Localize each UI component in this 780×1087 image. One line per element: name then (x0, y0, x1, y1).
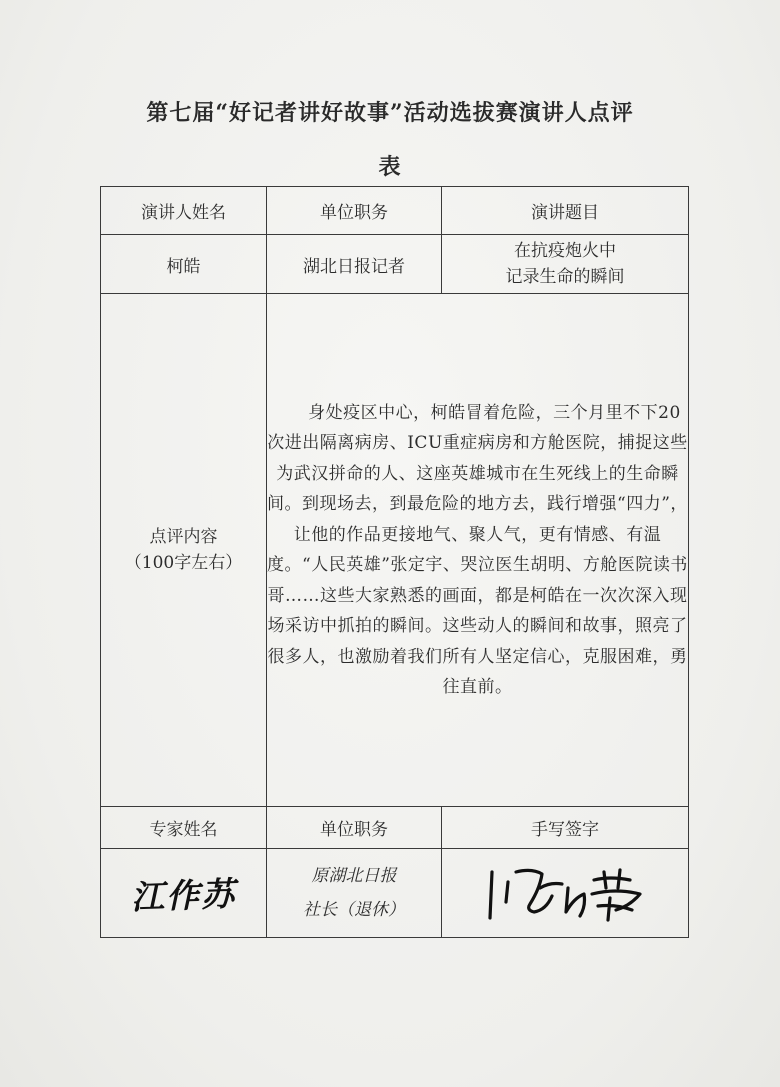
expert-unit (267, 849, 442, 938)
speaker-row (101, 235, 689, 294)
speech-topic (442, 235, 689, 294)
expert-name (101, 849, 267, 938)
comment-label (101, 294, 267, 807)
form-title-line2: 表 (378, 154, 402, 180)
header-row (101, 187, 689, 235)
speaker-name: 柯皓 (101, 235, 267, 294)
signature-cell (442, 849, 689, 938)
speech-topic-line2: 记录生命的瞬间 (505, 267, 625, 287)
expert-header-row (101, 807, 689, 849)
header-speaker-name: 演讲人姓名 (101, 187, 267, 235)
speech-topic-line1: 在抗疫炮火中 (514, 241, 616, 261)
header-speech-topic: 演讲题目 (442, 187, 689, 235)
comment-label-line2: （100字左右） (124, 553, 243, 573)
form-title-line1: 第七届“好记者讲好故事”活动选拔赛演讲人点评 (146, 100, 634, 126)
header-unit-title: 单位职务 (267, 187, 442, 235)
comment-text: 身处疫区中心，柯皓冒着危险，三个月里不下20次进出隔离病房、ICU重症病房和方舱医院，捕捉这些为武汉拼命的人、这座英雄城市在生死线上的生命瞬间。到现场去，到最危险的地方去，践行增强“四力”，让他的作品更接地气、聚人气，更有情感、有温度。“人民英雄”张定宇、哭泣医生胡明、方舱医院读书哥……这些大家熟悉的画面，都是柯皓在一次次深入现场采访中抓拍的瞬间。这些动人的瞬间和故事，照亮了很多人，也激励着我们所有人坚定信心，克服困难，勇往直前。 (267, 294, 689, 807)
header-signature: 手写签字 (442, 807, 689, 849)
evaluation-table (100, 186, 689, 938)
header-expert-name: 专家姓名 (101, 807, 267, 849)
expert-name-handwritten: 江作苏 (130, 873, 237, 917)
handwritten-signature (470, 858, 660, 928)
expert-row (101, 849, 689, 938)
expert-unit-line1: 原湖北日报 (311, 866, 397, 886)
comment-label-line1: 点评内容 (149, 527, 218, 547)
comment-row (101, 294, 689, 807)
speaker-unit: 湖北日报记者 (267, 235, 442, 294)
header-expert-unit: 单位职务 (267, 807, 442, 849)
expert-unit-line2: 社长（退休） (303, 900, 405, 920)
